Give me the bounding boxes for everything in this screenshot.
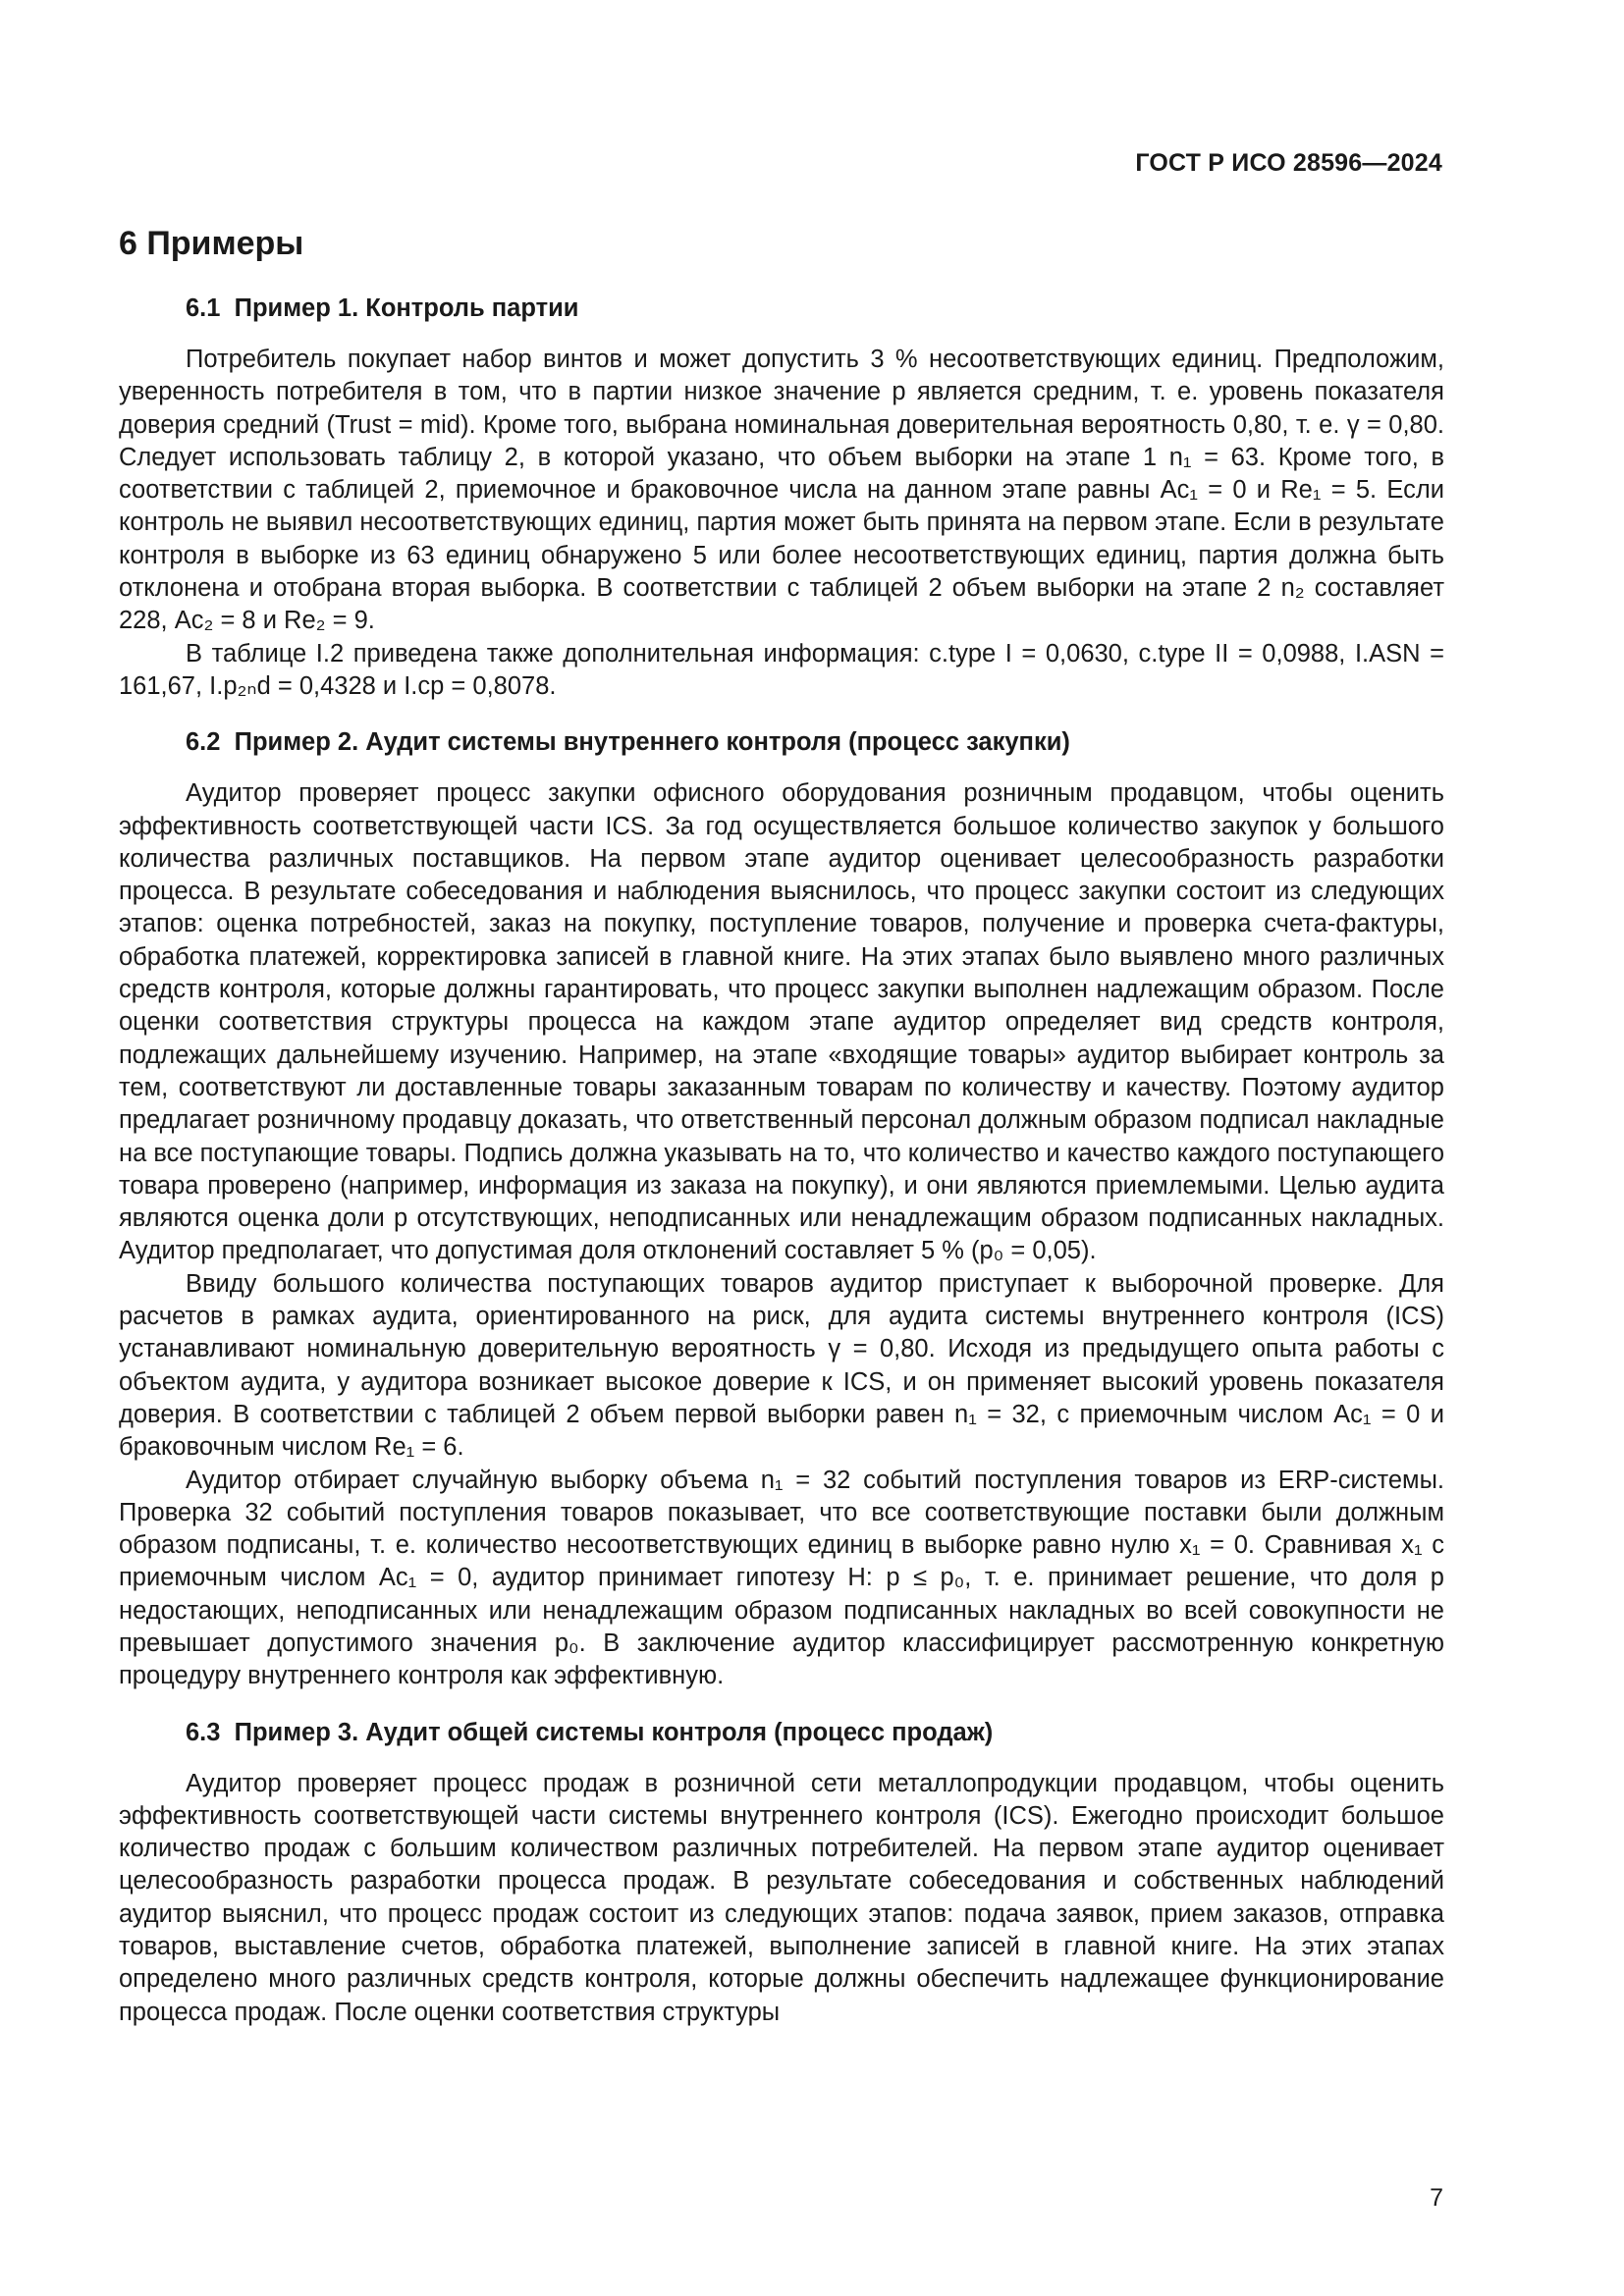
paragraph: Аудитор проверяет процесс продаж в розничной сети металлопродукции продавцом, чтобы оценить эффективность соответствующей части системы внутреннего контроля (ICS). Ежегодно происходит большое количество продаж с большим количеством различных потребителей. На первом этапе аудитор оценивает целесообразность разработки процесса продаж. В результате собеседования и собственных наблюдений аудитор выяснил, что процесс продаж состоит из следующих этапов: подача заявок, прием заказов, отправка товаров, выставление счетов, обработка платежей, выполнение записей в главной книге. На этих этапах определено много различных средств контроля, которые должны обеспечить надлежащее функционирование процесса продаж. После оценки соответствия структуры <box>119 1769 1444 2026</box>
subsection-title-6-1: 6.1 Пример 1. Контроль партии <box>186 294 579 322</box>
paragraph: Потребитель покупает набор винтов и может допустить 3 % несоответствующих единиц. Предположим, уверенность потребителя в том, что в партии низкое значение p является средним, т. е. уровень показателя доверия средний (Trust = mid). Кроме того, выбрана номинальная доверительная вероятность 0,80, т. е. γ = 0,80. Следует использовать таблицу 2, в которой указано, что объем выборки на этапе 1 n₁ = 63. Кроме того, в соответствии с таблицей 2, приемочное и браковочное числа на данном этапе равны Ac₁ = 0 и Re₁ = 5. Если контроль не выявил несоответствующих единиц, партия может быть принята на первом этапе. Если в результате контроля в выборке из 63 единиц обнаружено 5 или более несоответствующих единиц, партия должна быть отклонена и отобрана вторая выборка. В соответствии с таблицей 2 объем выборки на этапе 2 n₂ составляет 228, Ac₂ = 8 и Re₂ = 9. <box>119 346 1444 635</box>
subsection-title-6-3: 6.3 Пример 3. Аудит общей системы контроля (процесс продаж) <box>186 1718 994 1746</box>
page-content <box>119 222 1444 2029</box>
paragraph: Аудитор проверяет процесс закупки офисного оборудования розничным продавцом, чтобы оценить эффективность соответствующей части ICS. За год осуществляется большое количество закупок у большого количества различных поставщиков. На первом этапе аудитор оценивает целесообразность разработки процесса. В результате собеседования и наблюдения выяснилось, что процесс закупки состоит из следующих этапов: оценка потребностей, заказ на покупку, поступление товаров, получение и проверка счета-фактуры, обработка платежей, корректировка записей в главной книге. На этих этапах было выявлено много различных средств контроля, которые должны гарантировать, что процесс закупки выполнен надлежащим образом. После оценки соответствия структуры процесса на каждом этапе аудитор определяет вид средств контроля, подлежащих дальнейшему изучению. Например, на этапе «входящие товары» аудитор выбирает контроль за тем, соответствуют ли доставленные товары заказанным товарам по количеству и качеству. Поэтому аудитор предлагает розничному продавцу доказать, что ответственный персонал должным образом подписал накладные на все поступающие товары. Подпись должна указывать на то, что количество и качество каждого поступающего товара проверено (например, информация из заказа на покупку), и они являются приемлемыми. Целью аудита являются оценка доли p отсутствующих, неподписанных или ненадлежащим образом подписанных накладных. Аудитор предполагает, что допустимая доля отклонений составляет 5 % (p₀ = 0,05). <box>119 779 1444 1265</box>
page-number: 7 <box>1430 2184 1443 2212</box>
paragraph: В таблице I.2 приведена также дополнительная информация: c.type I = 0,0630, c.type II = 0,0988, I.ASN = 161,67, I.p₂ₙd = 0,4328 и I.cp = 0,8078. <box>119 639 1444 700</box>
standard-code-header: ГОСТ Р ИСО 28596—2024 <box>1135 149 1442 177</box>
subsection-title-6-2: 6.2 Пример 2. Аудит системы внутреннего контроля (процесс закупки) <box>186 728 1070 757</box>
section-title: 6 Примеры <box>119 225 304 262</box>
paragraph: Ввиду большого количества поступающих товаров аудитор приступает к выборочной проверке. Для расчетов в рамках аудита, ориентированного на риск, для аудита системы внутреннего контроля (ICS) устанавливают номинальную доверительную вероятность γ = 0,80. Исходя из предыдущего опыта работы с объектом аудита, у аудитора возникает высокое доверие к ICS, и он применяет высокий уровень показателя доверия. В соответствии с таблицей 2 объем первой выборки равен n₁ = 32, с приемочным числом Ac₁ = 0 и браковочным числом Re₁ = 6. <box>119 1269 1444 1462</box>
paragraph: Аудитор отбирает случайную выборку объема n₁ = 32 событий поступления товаров из ERP-системы. Проверка 32 событий поступления товаров показывает, что все соответствующие поставки были должным образом подписаны, т. е. количество несоответствующих единиц в выборке равно нулю x₁ = 0. Сравнивая x₁ с приемочным числом Ac₁ = 0, аудитор принимает гипотезу H: p ≤ p₀, т. е. принимает решение, что доля p недостающих, неподписанных или ненадлежащим образом подписанных накладных во всей совокупности не превышает допустимого значения p₀. В заключение аудитор классифицирует рассмотренную конкретную процедуру внутреннего контроля как эффективную. <box>119 1466 1444 1690</box>
